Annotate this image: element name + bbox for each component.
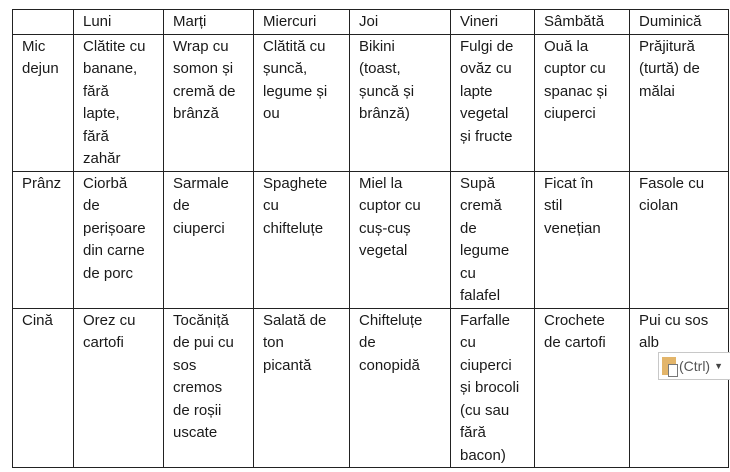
chevron-down-icon: ▼ xyxy=(714,361,724,371)
meal-label: Mic dejun xyxy=(13,34,74,171)
clipboard-icon xyxy=(662,357,676,375)
table-cell: Miel la cuptor cu cuș-cuș vegetal xyxy=(350,171,451,308)
header-cell: Marți xyxy=(164,10,254,35)
table-cell: Ficat în stil venețian xyxy=(535,171,630,308)
header-cell: Sâmbătă xyxy=(535,10,630,35)
meal-plan-table xyxy=(12,9,729,468)
meal-label: Prânz xyxy=(13,171,74,308)
table-cell: Bikini (toast, șuncă și brânză) xyxy=(350,34,451,171)
table-cell: Fulgi de ovăz cu lapte vegetal și fructe xyxy=(451,34,535,171)
table-cell: Clătită cu șuncă, legume și ou xyxy=(254,34,350,171)
table-cell: Sarmale de ciuperci xyxy=(164,171,254,308)
paste-options-button[interactable] xyxy=(658,352,730,380)
header-cell: Joi xyxy=(350,10,451,35)
table-cell: Wrap cu somon și cremă de brânză xyxy=(164,34,254,171)
paste-options-label: (Ctrl) xyxy=(679,358,711,374)
header-cell: Vineri xyxy=(451,10,535,35)
table-cell: Supă cremă de legume cu falafel xyxy=(451,171,535,308)
table-cell: Pui cu sos alb xyxy=(630,308,729,468)
table-cell: Chifteluțe de conopidă xyxy=(350,308,451,468)
table-cell: Tocăniță de pui cu sos cremos de roșii uscate xyxy=(164,308,254,468)
header-row xyxy=(13,10,729,35)
table-row xyxy=(13,34,729,171)
table-cell: Farfalle cu ciuperci și brocoli (cu sau fără bacon) xyxy=(451,308,535,468)
table-cell: Prăjitură (turtă) de mălai xyxy=(630,34,729,171)
table-cell: Ouă la cuptor cu spanac și ciuperci xyxy=(535,34,630,171)
header-cell: Duminică xyxy=(630,10,729,35)
header-cell xyxy=(13,10,74,35)
table-cell: Salată de ton picantă xyxy=(254,308,350,468)
table-row xyxy=(13,308,729,468)
meal-label: Cină xyxy=(13,308,74,468)
header-cell: Luni xyxy=(74,10,164,35)
header-cell: Miercuri xyxy=(254,10,350,35)
table-cell: Ciorbă de perișoare din carne de porc xyxy=(74,171,164,308)
table-row xyxy=(13,171,729,308)
table-cell: Fasole cu ciolan xyxy=(630,171,729,308)
table-cell: Clătite cu banane, fără lapte, fără zahăr xyxy=(74,34,164,171)
table-cell: Spaghete cu chifteluțe xyxy=(254,171,350,308)
table-cell: Crochete de cartofi xyxy=(535,308,630,468)
table-cell: Orez cu cartofi xyxy=(74,308,164,468)
